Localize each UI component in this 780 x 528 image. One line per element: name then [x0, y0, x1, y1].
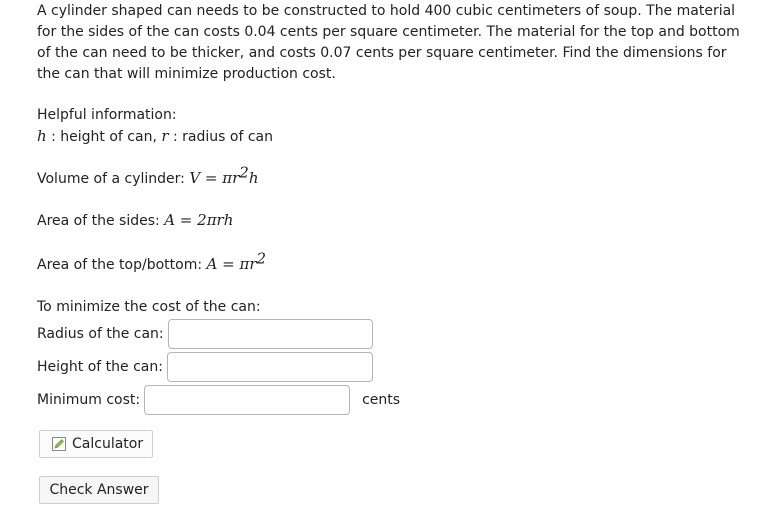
top-bottom-formula	[37, 249, 267, 276]
height-row	[37, 352, 373, 382]
volume-exponent: 2	[239, 163, 249, 182]
helpful-info	[37, 105, 273, 148]
sides-pi: π	[206, 211, 217, 229]
top-label: Area of the top/bottom:	[37, 257, 207, 273]
sides-rh: rh	[216, 211, 234, 229]
volume-label: Volume of a cylinder:	[37, 171, 190, 187]
sides-equals: =	[175, 211, 198, 229]
height-label: Height of the can:	[37, 359, 163, 375]
cost-label: Minimum cost:	[37, 392, 141, 408]
variable-definitions	[37, 126, 273, 148]
helpful-heading: Helpful information:	[37, 107, 177, 123]
calculator-label: Calculator	[72, 436, 144, 452]
pencil-square-icon	[52, 437, 66, 451]
h-variable: h	[37, 127, 47, 145]
r-description: : radius of can	[168, 129, 273, 145]
minimize-prompt: To minimize the cost of the can:	[37, 299, 261, 315]
cost-input[interactable]	[144, 385, 350, 415]
problem-statement: A cylinder shaped can needs to be constructed to hold 400 cubic centimeters of soup. The material for the sides of the can costs 0.04 cents per square centimeter. The material for the top and bottom of the can need to be thicker, and costs 0.07 cents per square centimeter. Find the dimensions for the can that will minimize production cost.	[37, 3, 740, 82]
volume-pi: π	[222, 169, 233, 187]
sides-lhs: A	[164, 211, 176, 229]
cost-unit: cents	[362, 392, 401, 408]
top-equals: =	[217, 255, 240, 273]
radius-input[interactable]	[168, 319, 373, 349]
top-exponent: 2	[256, 249, 267, 268]
volume-formula	[37, 163, 259, 190]
volume-equals: =	[200, 169, 223, 187]
sides-label: Area of the sides:	[37, 213, 165, 229]
check-answer-button[interactable]	[39, 476, 159, 504]
radius-row	[37, 319, 373, 349]
top-pi: π	[239, 255, 250, 273]
check-answer-label: Check Answer	[49, 482, 149, 498]
height-input[interactable]	[167, 352, 373, 382]
cost-row	[37, 385, 400, 415]
top-lhs: A	[206, 255, 218, 273]
volume-h: h	[248, 169, 259, 187]
r-variable: r	[161, 127, 169, 145]
radius-label: Radius of the can:	[37, 326, 164, 342]
sides-formula	[37, 210, 233, 232]
volume-lhs: V	[189, 169, 201, 187]
h-description: : height of can,	[46, 129, 162, 145]
sides-two: 2	[197, 211, 207, 229]
volume-r: r	[232, 169, 240, 187]
calculator-button[interactable]	[39, 430, 153, 458]
top-r: r	[249, 255, 257, 273]
